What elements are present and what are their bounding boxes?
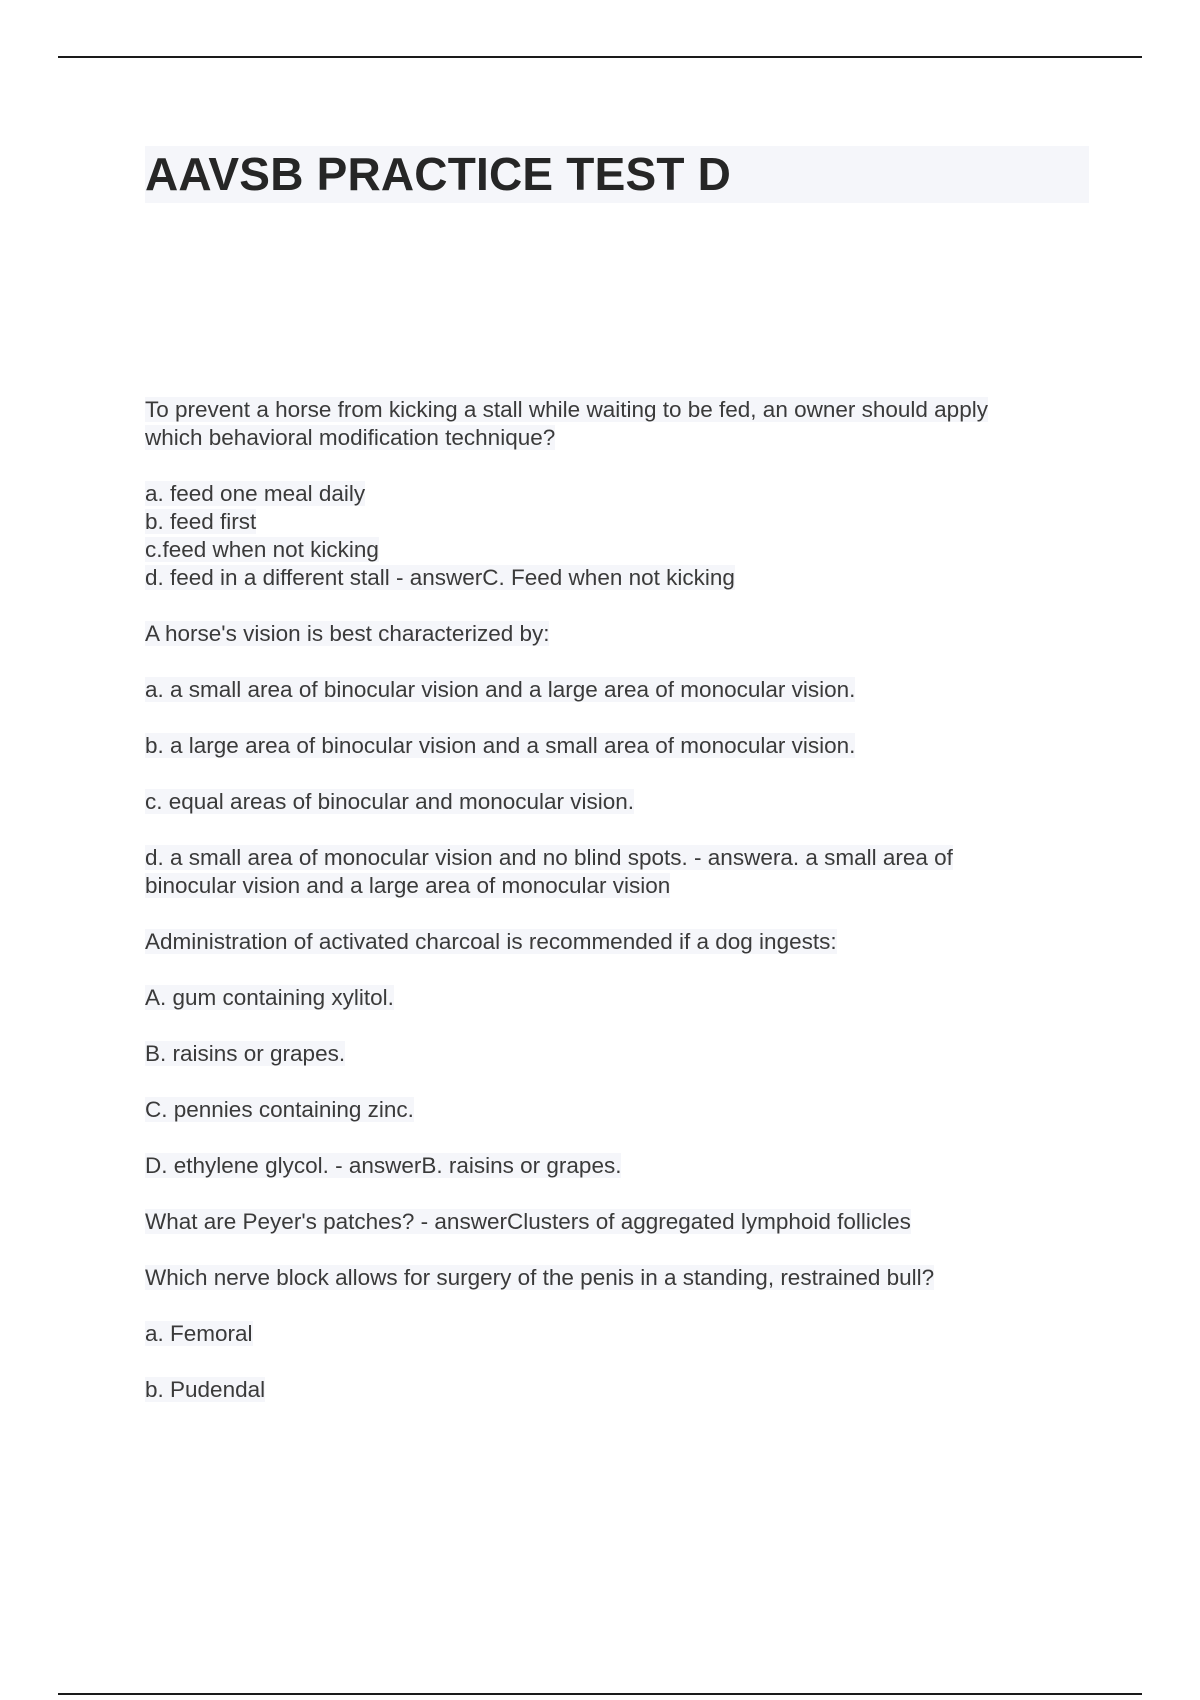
question-2-text: A horse's vision is best characterized by: (145, 621, 550, 646)
question-4-text: What are Peyer's patches? - answerClusters of aggregated lymphoid follicles (145, 1209, 911, 1234)
document-title: AAVSB PRACTICE TEST D (145, 148, 732, 200)
question-2-option-c (145, 788, 1085, 816)
question-2-option-a-text: a. a small area of binocular vision and a large area of monocular vision. (145, 677, 856, 702)
question-4 (145, 1208, 1085, 1236)
question-5-text: Which nerve block allows for surgery of the penis in a standing, restrained bull? (145, 1265, 935, 1290)
question-1-option-a: a. feed one meal daily (145, 481, 366, 506)
question-2-option-d (145, 844, 1085, 900)
question-2-option-d-line-1: d. a small area of monocular vision and no blind spots. - answera. a small area of (145, 845, 953, 870)
question-2-option-d-line-2: binocular vision and a large area of monocular vision (145, 873, 671, 898)
question-3-option-d (145, 1152, 1085, 1180)
question-3-option-d-text: D. ethylene glycol. - answerB. raisins or grapes. (145, 1153, 622, 1178)
question-1-option-d: d. feed in a different stall - answerC. Feed when not kicking (145, 565, 735, 590)
question-2-option-c-text: c. equal areas of binocular and monocular vision. (145, 789, 635, 814)
header-rule (58, 56, 1142, 58)
question-2 (145, 620, 1085, 648)
question-1-line-2: which behavioral modification technique? (145, 425, 556, 450)
question-5-option-a (145, 1320, 1085, 1348)
question-5-option-b (145, 1376, 1085, 1404)
question-3-option-c-text: C. pennies containing zinc. (145, 1097, 414, 1122)
question-3-option-a-text: A. gum containing xylitol. (145, 985, 394, 1010)
question-3-option-c (145, 1096, 1085, 1124)
question-3-option-a (145, 984, 1085, 1012)
question-2-option-b (145, 732, 1085, 760)
question-5-option-a-text: a. Femoral (145, 1321, 253, 1346)
question-1-option-c: c.feed when not kicking (145, 537, 379, 562)
question-2-option-a (145, 676, 1085, 704)
question-1 (145, 396, 1085, 452)
question-2-option-b-text: b. a large area of binocular vision and a small area of monocular vision. (145, 733, 856, 758)
document-body (145, 396, 1085, 1432)
footer-rule (58, 1693, 1142, 1695)
question-3 (145, 928, 1085, 956)
question-1-line-1: To prevent a horse from kicking a stall while waiting to be fed, an owner should apply (145, 397, 988, 422)
question-3-text: Administration of activated charcoal is recommended if a dog ingests: (145, 929, 837, 954)
question-5 (145, 1264, 1085, 1292)
question-5-option-b-text: b. Pudendal (145, 1377, 266, 1402)
question-3-option-b-text: B. raisins or grapes. (145, 1041, 346, 1066)
question-1-options (145, 480, 1085, 592)
question-1-option-b: b. feed first (145, 509, 257, 534)
question-3-option-b (145, 1040, 1085, 1068)
